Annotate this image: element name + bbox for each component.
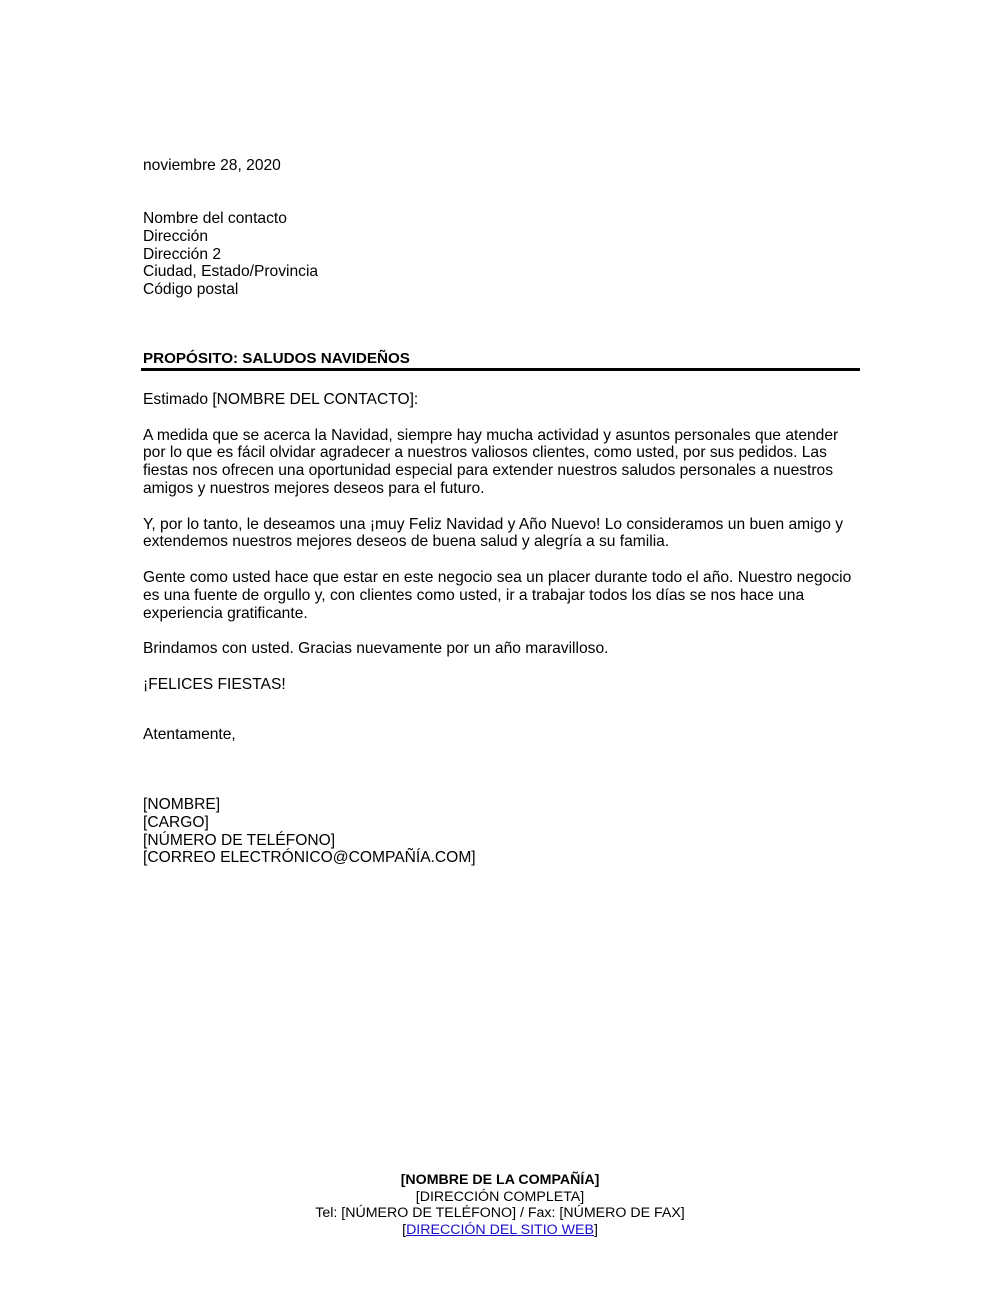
company-footer xyxy=(0,1172,1000,1238)
letter-paragraph: Brindamos con usted. Gracias nuevamente por un año maravilloso. xyxy=(143,640,609,658)
letter-paragraph: A medida que se acerca la Navidad, siempre hay mucha actividad y asuntos personales que atender por lo que es fácil olvidar agradecer a nuestros valiosos clientes, como usted, por sus pedidos. Las fiestas nos ofrecen una oportunidad especial para extender nuestros saludos personales a nuestros amigos y nuestros mejores deseos para el futuro. xyxy=(143,426,839,497)
footer-website-line xyxy=(0,1222,1000,1239)
recipient-contact-name: Nombre del contacto xyxy=(143,210,287,227)
letter-closing: Atentamente, xyxy=(143,726,236,743)
letter-paragraph: ¡FELICES FIESTAS! xyxy=(143,675,286,693)
letter-paragraph: Y, por lo tanto, le deseamos una ¡muy Feliz Navidad y Año Nuevo! Lo consideramos un buen amigo y extendemos nuestros mejores deseos de buena salud y alegría a su familia. xyxy=(143,515,844,551)
footer-contact-line: Tel: [NÚMERO DE TELÉFONO] / Fax: [NÚMERO DE FAX] xyxy=(315,1205,685,1222)
recipient-address2: Dirección 2 xyxy=(143,245,221,263)
recipient-city-state: Ciudad, Estado/Provincia xyxy=(143,263,319,281)
letter-body xyxy=(143,391,860,711)
footer-company-name: [NOMBRE DE LA COMPAÑÍA] xyxy=(400,1172,600,1188)
signature-name: [NOMBRE] xyxy=(143,796,221,813)
recipient-postal-code: Código postal xyxy=(143,281,239,299)
signature-title: [CARGO] xyxy=(143,813,209,831)
letter-date: noviembre 28, 2020 xyxy=(143,157,281,174)
footer-full-address: [DIRECCIÓN COMPLETA] xyxy=(415,1188,585,1205)
subject-divider xyxy=(141,368,860,371)
recipient-address-block xyxy=(143,210,860,299)
letter-salutation: Estimado [NOMBRE DEL CONTACTO]: xyxy=(143,391,419,408)
footer-website-close-bracket: ] xyxy=(593,1221,598,1238)
footer-website-open-bracket: [ xyxy=(402,1221,407,1238)
signature-email: [CORREO ELECTRÓNICO@COMPAÑÍA.COM] xyxy=(143,849,476,867)
recipient-address: Dirección xyxy=(143,227,208,245)
signature-phone: [NÚMERO DE TELÉFONO] xyxy=(143,831,336,849)
letter-subject: PROPÓSITO: SALUDOS NAVIDEÑOS xyxy=(143,350,410,367)
footer-website-link[interactable]: DIRECCIÓN DEL SITIO WEB xyxy=(406,1221,594,1238)
signature-block xyxy=(143,796,860,867)
letter-paragraph: Gente como usted hace que estar en este negocio sea un placer durante todo el año. Nuestro negocio es una fuente de orgullo y, con clientes como usted, ir a trabajar todos los días se nos hace una experiencia gratificante. xyxy=(143,568,852,622)
